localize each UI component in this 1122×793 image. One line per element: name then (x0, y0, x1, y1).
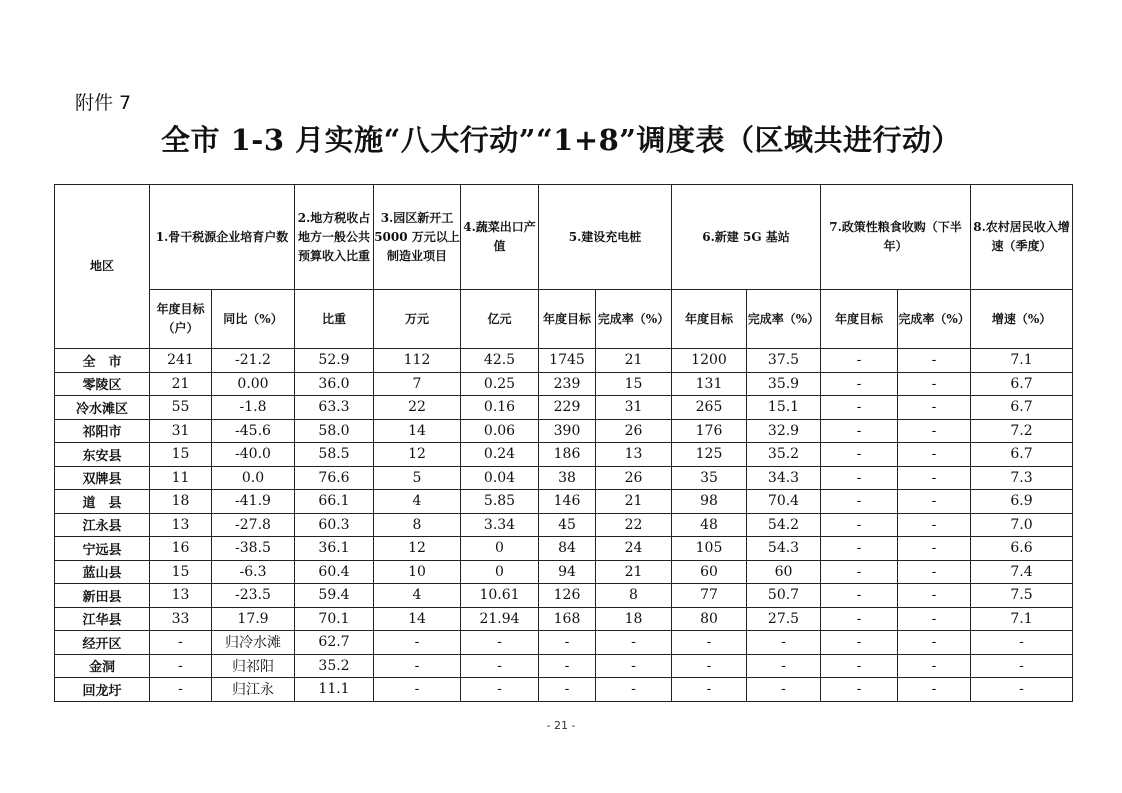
table-cell: 77 (672, 584, 747, 608)
table-cell: 18 (596, 607, 672, 631)
table-row (55, 443, 1073, 467)
header-region: 地区 (55, 185, 150, 349)
table-cell: 37.5 (747, 349, 821, 373)
table-cell: 60 (747, 560, 821, 584)
table-row (55, 490, 1073, 514)
table-cell: 59.4 (295, 584, 374, 608)
table-cell: 54.3 (747, 537, 821, 561)
table-cell: 1745 (539, 349, 596, 373)
table-cell: 36.0 (295, 372, 374, 396)
table-cell: 12 (374, 443, 461, 467)
table-cell: -41.9 (212, 490, 295, 514)
table-cell: 45 (539, 513, 596, 537)
table-cell: - (821, 396, 898, 420)
table-cell: 94 (539, 560, 596, 584)
table-cell: - (821, 466, 898, 490)
table-cell: 186 (539, 443, 596, 467)
table-cell: 48 (672, 513, 747, 537)
table-cell: 80 (672, 607, 747, 631)
table-cell: - (898, 349, 971, 373)
table-cell: 146 (539, 490, 596, 514)
subheader: 年度目标 (821, 290, 898, 349)
header-group-3: 3.园区新开工 5000 万元以上制造业项目 (374, 185, 461, 290)
table-row (55, 466, 1073, 490)
table-cell: 6.7 (971, 396, 1073, 420)
table-cell: 0 (461, 560, 539, 584)
table-cell: - (539, 654, 596, 678)
table-cell: 33 (150, 607, 212, 631)
table-cell: 60 (672, 560, 747, 584)
region-cell: 东安县 (55, 443, 150, 467)
table-cell: 0 (461, 537, 539, 561)
subheader: 完成率（%） (747, 290, 821, 349)
table-cell: 6.9 (971, 490, 1073, 514)
table-row (55, 349, 1073, 373)
table-cell: - (374, 631, 461, 655)
table-cell: 7 (374, 372, 461, 396)
table-cell: 0.16 (461, 396, 539, 420)
table-cell: 13 (150, 584, 212, 608)
subheader: 年度目标 (539, 290, 596, 349)
table-cell: - (971, 654, 1073, 678)
subheader: 同比（%） (212, 290, 295, 349)
subheader: 年度目标 (672, 290, 747, 349)
table-cell: 176 (672, 419, 747, 443)
table-cell: -1.8 (212, 396, 295, 420)
table-row (55, 607, 1073, 631)
table-cell: 168 (539, 607, 596, 631)
subheader: 亿元 (461, 290, 539, 349)
table-cell: - (971, 678, 1073, 702)
table-cell: - (898, 678, 971, 702)
table-cell: - (461, 678, 539, 702)
region-cell: 道 县 (55, 490, 150, 514)
subheader: 万元 (374, 290, 461, 349)
table-cell: 11 (150, 466, 212, 490)
table-cell: 7.3 (971, 466, 1073, 490)
table-row (55, 396, 1073, 420)
table-cell: 52.9 (295, 349, 374, 373)
table-cell: 50.7 (747, 584, 821, 608)
subheader: 完成率（%） (898, 290, 971, 349)
table-cell: 58.0 (295, 419, 374, 443)
subheader: 比重 (295, 290, 374, 349)
table-body (55, 349, 1073, 702)
table-cell: - (821, 349, 898, 373)
table-cell: 归江永 (212, 678, 295, 702)
table-cell: 5.85 (461, 490, 539, 514)
table-cell: 17.9 (212, 607, 295, 631)
header-row-subs (55, 290, 1073, 349)
table-cell: 32.9 (747, 419, 821, 443)
table-cell: 21 (596, 349, 672, 373)
page-title: 全市 1-3 月实施“八大行动”“1+8”调度表（区域共进行动） (161, 123, 961, 157)
page-number: - 21 - (546, 719, 576, 732)
table-cell: 0.0 (212, 466, 295, 490)
table-cell: -21.2 (212, 349, 295, 373)
table-cell: 35.9 (747, 372, 821, 396)
table-cell: 13 (596, 443, 672, 467)
table-cell: 21.94 (461, 607, 539, 631)
table-cell: - (150, 654, 212, 678)
table-cell: 7.0 (971, 513, 1073, 537)
table-cell: 0.00 (212, 372, 295, 396)
table-cell: -6.3 (212, 560, 295, 584)
table-cell: 26 (596, 419, 672, 443)
table-cell: 125 (672, 443, 747, 467)
region-cell: 回龙圩 (55, 678, 150, 702)
table-cell: - (898, 466, 971, 490)
table-cell: - (898, 654, 971, 678)
table-cell: 归冷水滩 (212, 631, 295, 655)
table-cell: 归祁阳 (212, 654, 295, 678)
table-cell: -38.5 (212, 537, 295, 561)
table-cell: 0.24 (461, 443, 539, 467)
table-cell: 10.61 (461, 584, 539, 608)
region-cell: 冷水滩区 (55, 396, 150, 420)
table-cell: - (747, 678, 821, 702)
table-cell: - (898, 513, 971, 537)
table-cell: 62.7 (295, 631, 374, 655)
table-cell: - (374, 654, 461, 678)
region-cell: 全 市 (55, 349, 150, 373)
table-row (55, 560, 1073, 584)
table-cell: - (821, 513, 898, 537)
subheader: 年度目标（户） (150, 290, 212, 349)
table-cell: 0.04 (461, 466, 539, 490)
header-group-6: 6.新建 5G 基站 (672, 185, 821, 290)
table-cell: 126 (539, 584, 596, 608)
table-cell: 12 (374, 537, 461, 561)
table-cell: - (821, 372, 898, 396)
header-group-7: 7.政策性粮食收购（下半年） (821, 185, 971, 290)
table-cell: 84 (539, 537, 596, 561)
table-cell: 18 (150, 490, 212, 514)
table-cell: 35 (672, 466, 747, 490)
header-row-groups (55, 185, 1073, 290)
table-cell: - (898, 607, 971, 631)
table-cell: 265 (672, 396, 747, 420)
table-cell: 22 (596, 513, 672, 537)
table-cell: - (821, 607, 898, 631)
table-cell: - (596, 654, 672, 678)
table-cell: - (461, 631, 539, 655)
table-cell: 55 (150, 396, 212, 420)
table-cell: 4 (374, 490, 461, 514)
table-cell: - (821, 443, 898, 467)
table-cell: 6.7 (971, 443, 1073, 467)
region-cell: 蓝山县 (55, 560, 150, 584)
subheader: 完成率（%） (596, 290, 672, 349)
table-cell: 60.3 (295, 513, 374, 537)
table-cell: - (596, 678, 672, 702)
table-cell: - (821, 654, 898, 678)
table-cell: 10 (374, 560, 461, 584)
table-cell: 66.1 (295, 490, 374, 514)
table-cell: 70.4 (747, 490, 821, 514)
table-cell: 54.2 (747, 513, 821, 537)
table-row (55, 654, 1073, 678)
table-cell: 1200 (672, 349, 747, 373)
table-cell: 70.1 (295, 607, 374, 631)
table-cell: 15 (150, 560, 212, 584)
table-cell: 13 (150, 513, 212, 537)
table-cell: - (596, 631, 672, 655)
table-cell: - (898, 631, 971, 655)
table-cell: - (747, 631, 821, 655)
table-cell: - (821, 584, 898, 608)
table-cell: 6.6 (971, 537, 1073, 561)
table-cell: - (821, 490, 898, 514)
table-cell: - (971, 631, 1073, 655)
table-row (55, 537, 1073, 561)
table-cell: - (461, 654, 539, 678)
table-cell: 239 (539, 372, 596, 396)
table-cell: - (672, 631, 747, 655)
table-cell: 5 (374, 466, 461, 490)
table-cell: 21 (596, 490, 672, 514)
table-cell: - (898, 443, 971, 467)
subheader: 增速（%） (971, 290, 1073, 349)
table-cell: - (898, 560, 971, 584)
table-cell: 14 (374, 607, 461, 631)
table-cell: 7.5 (971, 584, 1073, 608)
table-cell: - (539, 678, 596, 702)
region-cell: 金洞 (55, 654, 150, 678)
table-cell: - (898, 537, 971, 561)
table-cell: 58.5 (295, 443, 374, 467)
table-cell: 8 (596, 584, 672, 608)
table-cell: 3.34 (461, 513, 539, 537)
table-cell: - (672, 654, 747, 678)
table-cell: 35.2 (295, 654, 374, 678)
table-cell: 15 (596, 372, 672, 396)
table-cell: 60.4 (295, 560, 374, 584)
region-cell: 江永县 (55, 513, 150, 537)
table-cell: 6.7 (971, 372, 1073, 396)
region-cell: 祁阳市 (55, 419, 150, 443)
table-cell: 22 (374, 396, 461, 420)
region-cell: 新田县 (55, 584, 150, 608)
table-cell: - (898, 584, 971, 608)
table-cell: 0.25 (461, 372, 539, 396)
table-cell: 112 (374, 349, 461, 373)
table-cell: - (150, 678, 212, 702)
table-cell: - (747, 654, 821, 678)
table-cell: 14 (374, 419, 461, 443)
table-cell: - (898, 372, 971, 396)
table-cell: - (374, 678, 461, 702)
table-cell: 21 (150, 372, 212, 396)
table-cell: - (672, 678, 747, 702)
table-cell: 131 (672, 372, 747, 396)
table-row (55, 372, 1073, 396)
table-cell: - (539, 631, 596, 655)
table-cell: 34.3 (747, 466, 821, 490)
table-cell: 38 (539, 466, 596, 490)
table-cell: 11.1 (295, 678, 374, 702)
table-cell: 36.1 (295, 537, 374, 561)
table-cell: 15 (150, 443, 212, 467)
table-cell: 24 (596, 537, 672, 561)
table-row (55, 678, 1073, 702)
table-cell: -27.8 (212, 513, 295, 537)
table-cell: 27.5 (747, 607, 821, 631)
table-cell: 7.1 (971, 349, 1073, 373)
header-group-5: 5.建设充电桩 (539, 185, 672, 290)
table-cell: 16 (150, 537, 212, 561)
table-cell: - (898, 419, 971, 443)
table-cell: -23.5 (212, 584, 295, 608)
region-cell: 江华县 (55, 607, 150, 631)
table-cell: - (150, 631, 212, 655)
region-cell: 宁远县 (55, 537, 150, 561)
table-cell: 35.2 (747, 443, 821, 467)
table-cell: - (821, 631, 898, 655)
table-cell: -45.6 (212, 419, 295, 443)
table-cell: - (821, 419, 898, 443)
table-cell: 8 (374, 513, 461, 537)
header-group-2: 2.地方税收占地方一般公共预算收入比重 (295, 185, 374, 290)
table-cell: 15.1 (747, 396, 821, 420)
table-cell: - (898, 396, 971, 420)
table-cell: 241 (150, 349, 212, 373)
table-cell: 7.4 (971, 560, 1073, 584)
table-cell: 98 (672, 490, 747, 514)
table-row (55, 419, 1073, 443)
region-cell: 双牌县 (55, 466, 150, 490)
table-cell: 390 (539, 419, 596, 443)
table-cell: 21 (596, 560, 672, 584)
table-cell: 105 (672, 537, 747, 561)
table-row (55, 584, 1073, 608)
table-cell: 7.2 (971, 419, 1073, 443)
table-cell: -40.0 (212, 443, 295, 467)
table-cell: 31 (150, 419, 212, 443)
attachment-label: 附件 7 (75, 92, 132, 114)
header-group-8: 8.农村居民收入增速（季度） (971, 185, 1073, 290)
table-cell: 0.06 (461, 419, 539, 443)
table-cell: 4 (374, 584, 461, 608)
table-cell: 42.5 (461, 349, 539, 373)
table-row (55, 513, 1073, 537)
table-cell: 26 (596, 466, 672, 490)
header-group-4: 4.蔬菜出口产值 (461, 185, 539, 290)
table-cell: 31 (596, 396, 672, 420)
header-group-1: 1.骨干税源企业培育户数 (150, 185, 295, 290)
dispatch-table (54, 184, 1073, 702)
region-cell: 经开区 (55, 631, 150, 655)
table-cell: - (821, 560, 898, 584)
table-cell: 229 (539, 396, 596, 420)
region-cell: 零陵区 (55, 372, 150, 396)
table-cell: - (821, 678, 898, 702)
table-cell: - (821, 537, 898, 561)
table-cell: 63.3 (295, 396, 374, 420)
table-cell: - (898, 490, 971, 514)
table-row (55, 631, 1073, 655)
table-cell: 7.1 (971, 607, 1073, 631)
table-cell: 76.6 (295, 466, 374, 490)
